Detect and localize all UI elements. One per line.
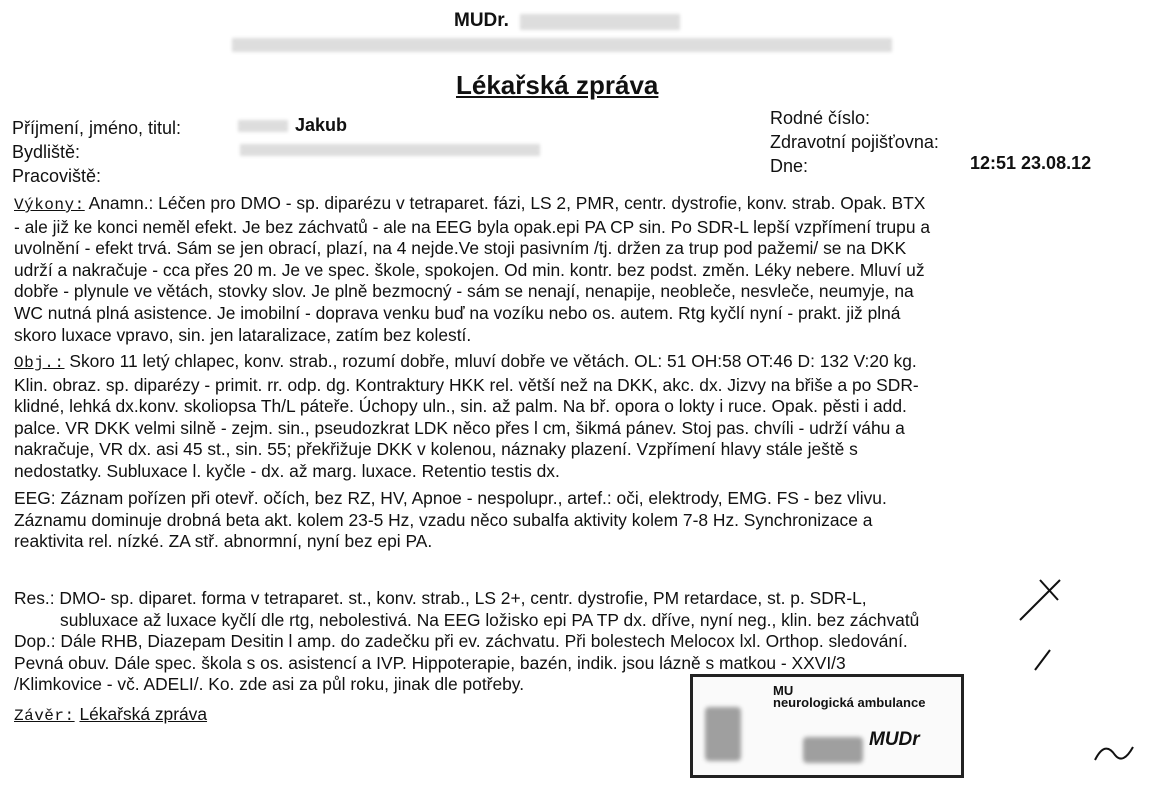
dop-line: Pevná obuv. Dále spec. škola s os. asistencí a IVP. Hippoterapie, bazén, indik. jsou lázně s matkou - XXVI/3 xyxy=(14,652,846,673)
name-value: Jakub xyxy=(295,115,348,135)
vykony-line: udrží a nakračuje - cca přes 20 m. Je ve spec. škole, spokojen. Od min. kontr. bez podst. změn. Léky nebere. Mluví už xyxy=(14,259,925,280)
date-label: Dne: xyxy=(770,156,809,176)
vykony-line: dobře - plynule ve větách, stovky slov. Je plně bezmocný - sám se nenají, nenapije, neobleče, nesvleče, neumyje, na xyxy=(14,281,914,302)
vykony-label: Výkony: xyxy=(14,196,85,214)
doctor-name: MUDr. xyxy=(454,10,509,31)
res-line: subluxace až luxace kyčlí dle rtg, nebolestivá. Na EEG ložisko epi PA TP dx. dříve, nyní neg., klin. bez záchvatů xyxy=(60,609,920,630)
obj-line-0: Obj.: Skoro 11 letý chlapec, konv. strab., rozumí dobře, mluví dobře ve větách. OL: 51 OH:58 OT:46 D: 132 V:20 kg. xyxy=(14,351,917,372)
stamp-line-1: MU xyxy=(773,683,794,698)
work-label: Pracoviště: xyxy=(12,166,102,186)
date-value: 12:51 23.08.12 xyxy=(970,153,1092,173)
obj-label: Obj.: xyxy=(14,354,65,372)
eeg-line: reaktivita rel. nízké. ZA stř. abnormní, nyní bez epi PA. xyxy=(14,531,433,552)
zaver-text: Lékařská zpráva xyxy=(79,704,208,724)
dop-line: /Klimkovice - vč. ADELI/. Ko. zde asi za půl roku, jinak dle potřeby. xyxy=(14,674,525,695)
dop-section xyxy=(14,631,1144,696)
stamp-line-2: neurologická ambulance xyxy=(773,695,926,710)
birth-number-label: Rodné číslo: xyxy=(770,108,871,128)
stamp-smudge xyxy=(705,707,741,761)
res-section xyxy=(14,588,1144,631)
obj-line: klidné, lehká dx.konv. skoliopsa Th/L páteře. Úchopy uln., sin. až palm. Na bř. opora o lokty i ruce. Opak. pěsti i add. xyxy=(14,396,907,417)
zaver-row xyxy=(14,704,207,725)
zaver-label: Závěr: xyxy=(14,707,75,725)
insurance-label: Zdravotní pojišťovna: xyxy=(770,132,939,152)
obj-section xyxy=(14,351,1144,483)
redacted-doctor-name xyxy=(520,14,680,30)
redacted-address-value xyxy=(240,144,540,156)
dop-line: Dop.: Dále RHB, Diazepam Desitin l amp. do zadečku při ev. záchvatu. Při bolestech Melocox lxl. Orthop. sledování. xyxy=(14,631,908,651)
vykony-line: uvolnění - efekt trvá. Sám se jen obrací, plazí, na 4 nejde.Ve stoji pasivním /tj. držen za trup pod pažemi/ se na DKK xyxy=(14,238,907,259)
obj-line: Klin. obraz. sp. diparézy - primit. rr. odp. dg. Kontraktury HKK rel. větší než na DKK, akc. dx. Jizvy na břiše a po SDR- xyxy=(14,374,919,395)
vykony-section xyxy=(14,193,1144,346)
vykony-line-0: Výkony: Anamn.: Léčen pro DMO - sp. diparézu v tetraparet. fázi, LS 2, PMR, centr. dystrofie, konv. strab. Opak. BTX xyxy=(14,193,926,214)
eeg-section xyxy=(14,488,1144,553)
vykony-line: WC nutná plná asistence. Je imobilní - doprava venku buď na vozíku nebo os. autem. Rtg kyčlí nyní - prakt. již plná xyxy=(14,302,901,323)
redacted-surname xyxy=(238,120,288,132)
vykony-line: skoro luxace vpravo, sin. jen lataralizace, zatím bez kolestí. xyxy=(14,324,472,345)
doctor-stamp xyxy=(690,674,964,778)
name-label: Příjmení, jméno, titul: xyxy=(12,118,182,138)
eeg-line: Záznamu dominuje drobná beta akt. kolem 23-5 Hz, vzadu něco subalfa aktivity kolem 7-8 Hz. Synchronizace a xyxy=(14,509,873,530)
address-label: Bydliště: xyxy=(12,142,81,162)
vykony-line: - ale již ke konci neměl efekt. Je bez záchvatů - ale na EEG byla opak.epi PA CP sin. Po SDR-L lepší vzpřímení trupu a xyxy=(14,216,931,237)
obj-line: palce. VR DKK velmi silně - zejm. sin., pseudozkrat LDK něco přes l cm, šikmá pánev. Stoj pas. chvíli - udrží váhu a xyxy=(14,417,905,438)
obj-line: nakračuje, VR dx. asi 45 st., sin. 55; překřižuje DKK v kolenou, náznaky plazení. Vzpřímení hlavy stále ještě s xyxy=(14,439,858,460)
obj-line: nedostatky. Subluxace l. kyčle - dx. až marg. luxace. Retentio testis dx. xyxy=(14,460,560,481)
res-line: Res.: DMO- sp. diparet. forma v tetraparet. st., konv. strab., LS 2+, centr. dystrofie, PM retardace, st. p. SDR-L, xyxy=(14,588,867,608)
handwritten-signature xyxy=(1000,560,1150,780)
eeg-line: EEG: Záznam pořízen při otevř. očích, bez RZ, HV, Apnoe - nespolupr., artef.: oči, elektrody, EMG. FS - bez vlivu. xyxy=(14,488,887,508)
document-title: Lékařská zpráva xyxy=(456,70,659,100)
stamp-signature: MUDr xyxy=(869,729,920,750)
stamp-smudge xyxy=(803,737,863,763)
redacted-address xyxy=(232,38,892,52)
